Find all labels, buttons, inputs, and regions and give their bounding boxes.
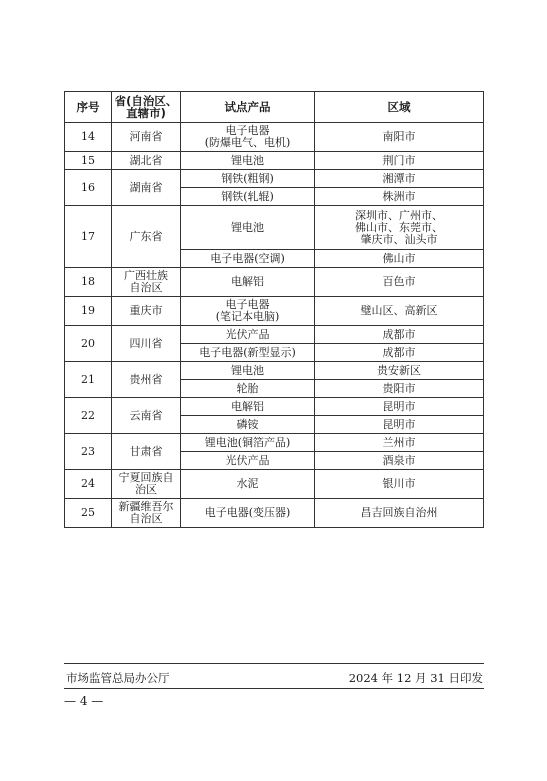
region-line: 银川市: [382, 477, 416, 490]
cell-province: [112, 398, 181, 434]
region-line: 昆明市: [382, 417, 416, 431]
cell-product: [181, 434, 315, 452]
cell-product: [181, 206, 315, 250]
cell-region: [315, 470, 484, 499]
province-line: 自治区: [129, 281, 163, 294]
cell-product: [181, 470, 315, 499]
province-line: 广西壮族: [124, 269, 168, 282]
cell-serial: 20: [65, 326, 112, 362]
product-line: 电解铝: [231, 275, 264, 288]
cell-product: [181, 297, 315, 326]
product-line: 电子电器(变压器): [204, 506, 291, 519]
cell-province: [112, 152, 181, 170]
product-line: 电解铝: [231, 399, 264, 413]
region-line: 贵安新区: [377, 363, 421, 377]
province-line: 甘肃省: [129, 444, 163, 458]
cell-region: [315, 152, 484, 170]
product-line: 钢铁(轧辊): [221, 189, 274, 203]
footer-bottom-rule: [64, 688, 484, 689]
cell-product: [181, 398, 315, 416]
product-line: 光伏产品: [225, 327, 270, 341]
table-row: [65, 434, 484, 452]
cell-province: [112, 170, 181, 206]
header-province-line1: 省(自治区、: [114, 94, 178, 108]
product-line: (防爆电气、电机): [204, 136, 291, 149]
header-region: 区域: [315, 92, 484, 123]
region-line: 昌吉回族自治州: [360, 506, 438, 519]
table-row: [65, 398, 484, 416]
cell-product: [181, 152, 315, 170]
footer-date: 2024 年 12 月 31 日印发: [348, 671, 483, 685]
product-line: 锂电池: [231, 153, 264, 167]
cell-region: [315, 170, 484, 188]
product-line: (笔记本电脑): [215, 310, 280, 323]
province-line: 治区: [135, 483, 157, 496]
cell-product: [181, 452, 315, 470]
province-line: 广东省: [129, 229, 163, 243]
province-line: 重庆市: [129, 304, 163, 317]
cell-province: [112, 206, 181, 268]
province-line: 新疆维吾尔: [118, 500, 174, 513]
product-line: 锂电池: [231, 363, 264, 377]
cell-serial: 17: [65, 206, 112, 268]
province-line: 湖北省: [129, 153, 163, 167]
table-header-row: [65, 92, 484, 123]
cell-product: [181, 344, 315, 362]
cell-serial: 19: [65, 297, 112, 326]
product-line: 钢铁(粗钢): [221, 171, 274, 185]
product-line: 电子电器: [225, 124, 270, 137]
cell-region: [315, 434, 484, 452]
region-line: 佛山市、东莞市、: [355, 220, 443, 234]
region-line: 荆门市: [382, 153, 416, 167]
pilot-table: [64, 91, 484, 528]
region-line: 百色市: [382, 275, 416, 288]
province-line: 自治区: [129, 512, 163, 525]
region-line: 璧山区、高新区: [360, 304, 438, 317]
product-line: 电子电器(新型显示): [199, 345, 296, 359]
cell-region: [315, 250, 484, 268]
table-row: [65, 268, 484, 297]
cell-product: [181, 123, 315, 152]
product-line: 电子电器: [225, 298, 270, 311]
product-line: 光伏产品: [225, 453, 270, 467]
province-line: 湖南省: [129, 180, 163, 194]
header-province-line2: 直辖市): [126, 106, 166, 120]
footer-top-rule: [64, 663, 484, 664]
cell-region: [315, 416, 484, 434]
table-body: [65, 123, 484, 528]
region-line: 株洲市: [382, 189, 416, 203]
region-line: 成都市: [382, 327, 416, 341]
cell-province: [112, 297, 181, 326]
province-line: 贵州省: [129, 372, 163, 386]
cell-region: [315, 297, 484, 326]
region-line: 深圳市、广州市、: [355, 208, 443, 222]
cell-serial: 21: [65, 362, 112, 398]
cell-product: [181, 188, 315, 206]
header-serial: 序号: [65, 92, 112, 123]
product-line: 磷铵: [236, 417, 259, 431]
cell-product: [181, 380, 315, 398]
product-line: 电子电器(空调): [210, 251, 285, 265]
cell-region: [315, 123, 484, 152]
cell-product: [181, 499, 315, 528]
cell-province: [112, 499, 181, 528]
cell-region: [315, 362, 484, 380]
region-line: 湘潭市: [382, 171, 416, 185]
province-line: 四川省: [129, 336, 163, 350]
cell-province: [112, 123, 181, 152]
cell-product: [181, 362, 315, 380]
cell-region: [315, 326, 484, 344]
table-row: [65, 326, 484, 344]
cell-serial: 23: [65, 434, 112, 470]
cell-serial: 18: [65, 268, 112, 297]
cell-region: [315, 380, 484, 398]
region-line: 肇庆市、汕头市: [360, 232, 438, 246]
cell-serial: 16: [65, 170, 112, 206]
table-row: [65, 152, 484, 170]
table-row: [65, 499, 484, 528]
cell-province: [112, 434, 181, 470]
cell-product: [181, 170, 315, 188]
region-line: 昆明市: [382, 399, 416, 413]
province-line: 河南省: [129, 130, 163, 143]
cell-product: [181, 250, 315, 268]
cell-region: [315, 398, 484, 416]
region-line: 佛山市: [382, 251, 416, 265]
cell-serial: 22: [65, 398, 112, 434]
region-line: 成都市: [382, 345, 416, 359]
cell-region: [315, 206, 484, 250]
table-row: [65, 206, 484, 250]
table-row: [65, 470, 484, 499]
cell-region: [315, 188, 484, 206]
province-line: 云南省: [129, 408, 163, 422]
cell-province: [112, 268, 181, 297]
cell-product: [181, 268, 315, 297]
product-line: 锂电池(铜箔产品): [204, 435, 291, 449]
table-row: [65, 170, 484, 188]
province-line: 宁夏回族自: [118, 471, 174, 484]
cell-province: [112, 362, 181, 398]
product-line: 锂电池: [231, 220, 264, 234]
cell-product: [181, 326, 315, 344]
cell-region: [315, 452, 484, 470]
region-line: 南阳市: [382, 130, 416, 143]
cell-serial: 25: [65, 499, 112, 528]
page-number: — 4 —: [64, 694, 104, 708]
cell-serial: 24: [65, 470, 112, 499]
region-line: 兰州市: [382, 435, 416, 449]
table-row: [65, 297, 484, 326]
cell-region: [315, 499, 484, 528]
cell-serial: 14: [65, 123, 112, 152]
table-row: [65, 123, 484, 152]
table-row: [65, 362, 484, 380]
cell-region: [315, 344, 484, 362]
cell-province: [112, 326, 181, 362]
product-line: 轮胎: [236, 381, 259, 395]
region-line: 酒泉市: [382, 453, 416, 467]
product-line: 水泥: [236, 477, 259, 490]
cell-province: [112, 470, 181, 499]
footer-issuer: 市场监管总局办公厅: [66, 671, 170, 685]
header-province: [112, 92, 181, 123]
region-line: 贵阳市: [382, 381, 416, 395]
cell-serial: 15: [65, 152, 112, 170]
cell-product: [181, 416, 315, 434]
header-product: 试点产品: [181, 92, 315, 123]
cell-region: [315, 268, 484, 297]
